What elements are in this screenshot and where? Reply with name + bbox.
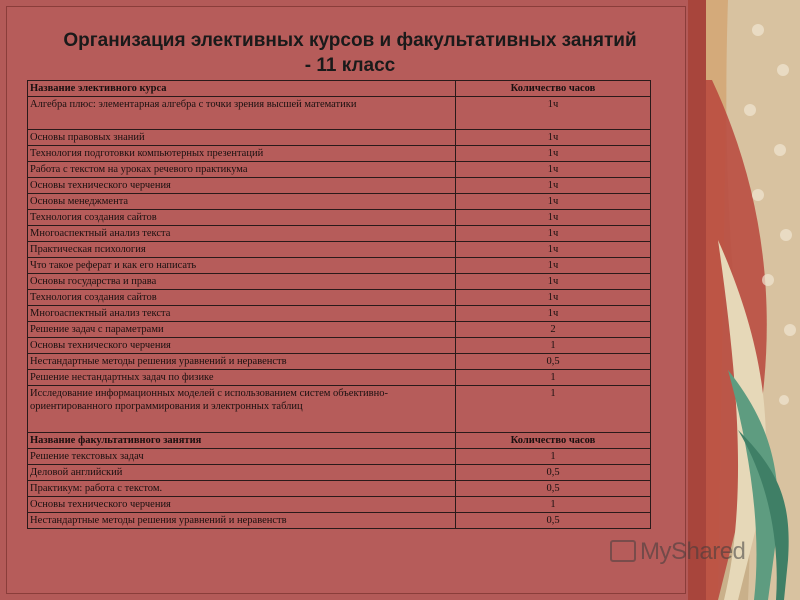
column-header-name: Название элективного курса	[28, 81, 456, 97]
course-hours-cell: 0,5	[456, 354, 651, 370]
course-name-cell: Технология создания сайтов	[28, 210, 456, 226]
table-row	[28, 306, 651, 322]
page-title	[20, 28, 680, 78]
watermark	[610, 538, 745, 566]
course-name-cell: Технология подготовки компьютерных презентаций	[28, 146, 456, 162]
column-header-name: Название факультативного занятия	[28, 433, 456, 449]
table-row	[28, 449, 651, 465]
course-name-cell: Исследование информационных моделей с использованием систем объективно-ориентированного программирования и электронных таблиц	[28, 386, 456, 433]
table-header-row	[28, 81, 651, 97]
table-row	[28, 194, 651, 210]
watermark-text: MyShared	[640, 538, 746, 565]
course-hours-cell: 1ч	[456, 130, 651, 146]
table-row	[28, 162, 651, 178]
course-hours-cell: 1	[456, 449, 651, 465]
table-row	[28, 226, 651, 242]
course-hours-cell: 1ч	[456, 178, 651, 194]
table-header-row	[28, 433, 651, 449]
course-hours-cell: 1ч	[456, 274, 651, 290]
table-row	[28, 481, 651, 497]
column-header-hours: Количество часов	[456, 433, 651, 449]
course-name-cell: Многоаспектный анализ текста	[28, 306, 456, 322]
course-hours-cell: 0,5	[456, 465, 651, 481]
course-name-cell: Нестандартные методы решения уравнений и неравенств	[28, 354, 456, 370]
course-hours-cell: 1ч	[456, 146, 651, 162]
course-hours-cell: 1	[456, 370, 651, 386]
table-row	[28, 242, 651, 258]
course-hours-cell: 1ч	[456, 258, 651, 274]
course-hours-cell: 0,5	[456, 481, 651, 497]
course-name-cell: Решение нестандартных задач по физике	[28, 370, 456, 386]
decorative-panel	[688, 0, 800, 600]
course-name-cell: Практическая психология	[28, 242, 456, 258]
table-row	[28, 130, 651, 146]
course-name-cell: Основы технического черчения	[28, 338, 456, 354]
table-row	[28, 386, 651, 433]
course-name-cell: Технология создания сайтов	[28, 290, 456, 306]
course-name-cell: Нестандартные методы решения уравнений и неравенств	[28, 513, 456, 529]
table-row	[28, 274, 651, 290]
course-hours-cell: 2	[456, 322, 651, 338]
course-name-cell: Что такое реферат и как его написать	[28, 258, 456, 274]
course-name-cell: Решение текстовых задач	[28, 449, 456, 465]
table-row	[28, 370, 651, 386]
table-row	[28, 146, 651, 162]
table-row	[28, 97, 651, 130]
course-hours-cell: 1ч	[456, 210, 651, 226]
course-hours-cell: 1ч	[456, 242, 651, 258]
title-line-1: Организация элективных курсов и факультативных занятий	[63, 30, 637, 51]
table-row	[28, 497, 651, 513]
course-hours-cell: 1	[456, 338, 651, 354]
course-hours-cell: 1ч	[456, 290, 651, 306]
course-name-cell: Решение задач с параметрами	[28, 322, 456, 338]
table-row	[28, 322, 651, 338]
course-name-cell: Основы правовых знаний	[28, 130, 456, 146]
course-hours-cell: 1ч	[456, 97, 651, 130]
table-row	[28, 178, 651, 194]
course-name-cell: Алгебра плюс: элементарная алгебра с точки зрения высшей математики	[28, 97, 456, 130]
table-row	[28, 354, 651, 370]
table-row	[28, 258, 651, 274]
course-name-cell: Деловой английский	[28, 465, 456, 481]
course-hours-cell: 1ч	[456, 226, 651, 242]
course-name-cell: Работа с текстом на уроках речевого практикума	[28, 162, 456, 178]
table-row	[28, 513, 651, 529]
course-hours-cell: 1ч	[456, 194, 651, 210]
column-header-hours: Количество часов	[456, 81, 651, 97]
course-name-cell: Основы государства и права	[28, 274, 456, 290]
course-hours-cell: 1ч	[456, 306, 651, 322]
title-line-2: - 11 класс	[304, 55, 396, 76]
table-row	[28, 338, 651, 354]
course-name-cell: Основы менеджмента	[28, 194, 456, 210]
course-hours-cell: 0,5	[456, 513, 651, 529]
course-name-cell: Практикум: работа с текстом.	[28, 481, 456, 497]
course-name-cell: Многоаспектный анализ текста	[28, 226, 456, 242]
course-hours-cell: 1	[456, 497, 651, 513]
table-row	[28, 290, 651, 306]
course-name-cell: Основы технического черчения	[28, 497, 456, 513]
watermark-logo-icon	[610, 540, 636, 562]
table-row	[28, 465, 651, 481]
table-row	[28, 210, 651, 226]
course-name-cell: Основы технического черчения	[28, 178, 456, 194]
course-hours-cell: 1ч	[456, 162, 651, 178]
courses-table	[27, 80, 651, 529]
course-hours-cell: 1	[456, 386, 651, 433]
